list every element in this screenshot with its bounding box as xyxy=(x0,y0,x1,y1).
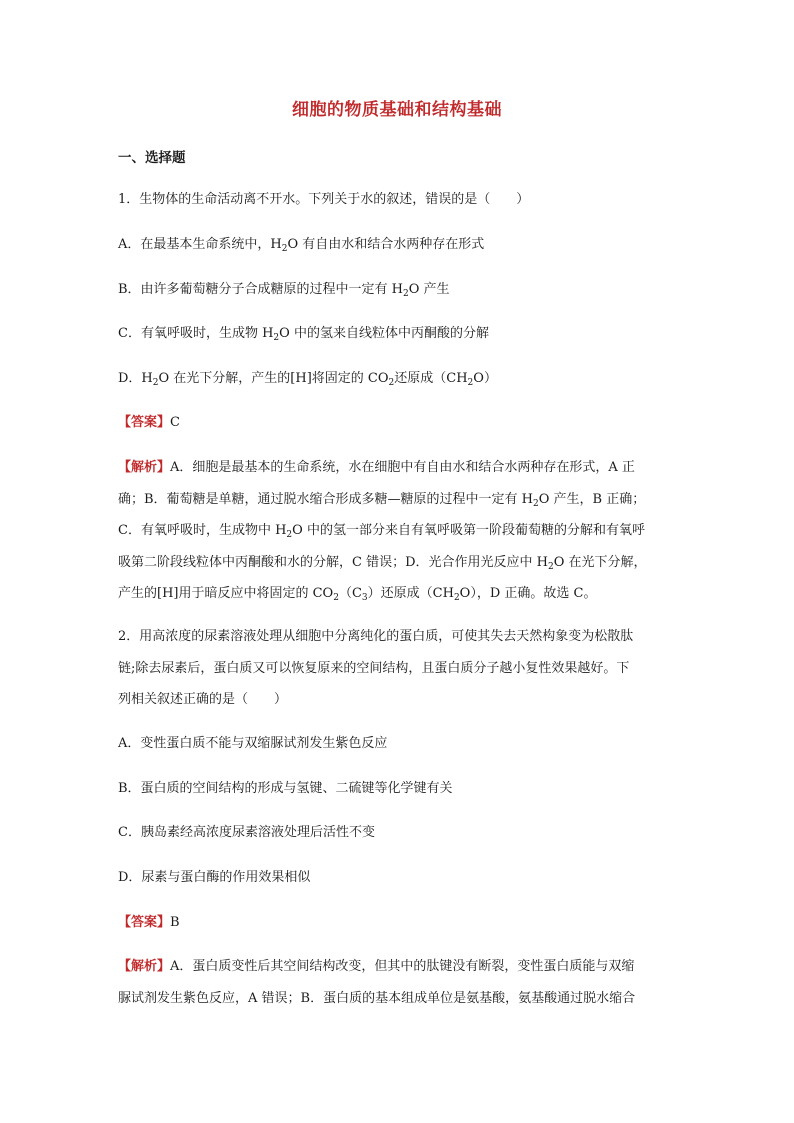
q1-answer xyxy=(118,415,180,431)
q1-analysis-line: 产生的[H]用于暗反应中将固定的 $CO_2(C_3)$还原成$(CH_2O)$，D 正确。故选 C。 xyxy=(118,586,597,603)
page-title: 细胞的物质基础和结构基础 xyxy=(292,100,502,120)
q2-option-c: C．胰岛素经高浓度尿素溶液处理后活性不变 xyxy=(118,825,375,840)
q2-answer xyxy=(118,915,180,931)
q2-stem-line: 列相关叙述正确的是（ ） xyxy=(118,692,288,707)
answer-tag: 【答案】 xyxy=(118,415,171,430)
q2-analysis-line: 【解析】A．蛋白质变性后其空间结构改变，但其中的肽键没有断裂，变性蛋白质能与双缩 xyxy=(118,959,635,974)
q1-stem: 1．生物体的生命活动离不开水。下列关于水的叙述，错误的是（ ） xyxy=(118,192,530,207)
q1-analysis-line: C．有氧呼吸时，生成物中 $H_2O$ 中的氢一部分来自有氧呼吸第一阶段葡萄糖的分解和有氧呼 xyxy=(118,523,645,540)
q1-analysis-line: 吸第二阶段线粒体中丙酮酸和水的分解，C 错误；D．光合作用光反应中 $H_2O$ 在光下分解， xyxy=(118,555,647,572)
section-heading: 一、选择题 xyxy=(118,150,186,166)
q1-analysis-line: 【解析】A．细胞是最基本的生命系统，水在细胞中有自由水和结合水两种存在形式，A 正 xyxy=(118,460,635,475)
q1-analysis-line: 确；B．葡萄糖是单糖，通过脱水缩合形成多糖—糖原的过程中一定有 $H_2O$ 产生，B 正确； xyxy=(118,492,646,509)
q2-option-d: D．尿素与蛋白酶的作用效果相似 xyxy=(118,870,311,885)
answer-value: B xyxy=(170,915,180,930)
answer-value: C xyxy=(170,415,180,430)
q1-option-d: D．$H_2O$ 在光下分解，产生的[H]将固定的 $CO_2$还原成$(CH_2O)$ xyxy=(118,371,497,388)
analysis-tag: 【解析】 xyxy=(118,959,171,974)
q1-option-b: B．由许多葡萄糖分子合成糖原的过程中一定有 $H_2O$ 产生 xyxy=(118,282,450,299)
q2-stem-line: 链;除去尿素后，蛋白质又可以恢复原来的空间结构，且蛋白质分子越小复性效果越好。下 xyxy=(118,661,630,676)
q2-option-a: A．变性蛋白质不能与双缩脲试剂发生紫色反应 xyxy=(118,736,388,751)
q2-stem-line: 2．用高浓度的尿素溶液处理从细胞中分离纯化的蛋白质，可使其失去天然构象变为松散肽 xyxy=(118,629,634,644)
q1-option-a: A．在最基本生命系统中，$H_2O$ 有自由水和结合水两种存在形式 xyxy=(118,237,485,254)
q2-option-b: B．蛋白质的空间结构的形成与氢键、二硫键等化学键有关 xyxy=(118,781,453,796)
analysis-tag: 【解析】 xyxy=(118,460,171,475)
answer-tag: 【答案】 xyxy=(118,915,171,930)
q1-option-c: C．有氧呼吸时，生成物 $H_2O$ 中的氢来自线粒体中丙酮酸的分解 xyxy=(118,326,489,343)
q2-analysis-line: 脲试剂发生紫色反应，A 错误；B．蛋白质的基本组成单位是氨基酸，氨基酸通过脱水缩合 xyxy=(118,991,636,1006)
